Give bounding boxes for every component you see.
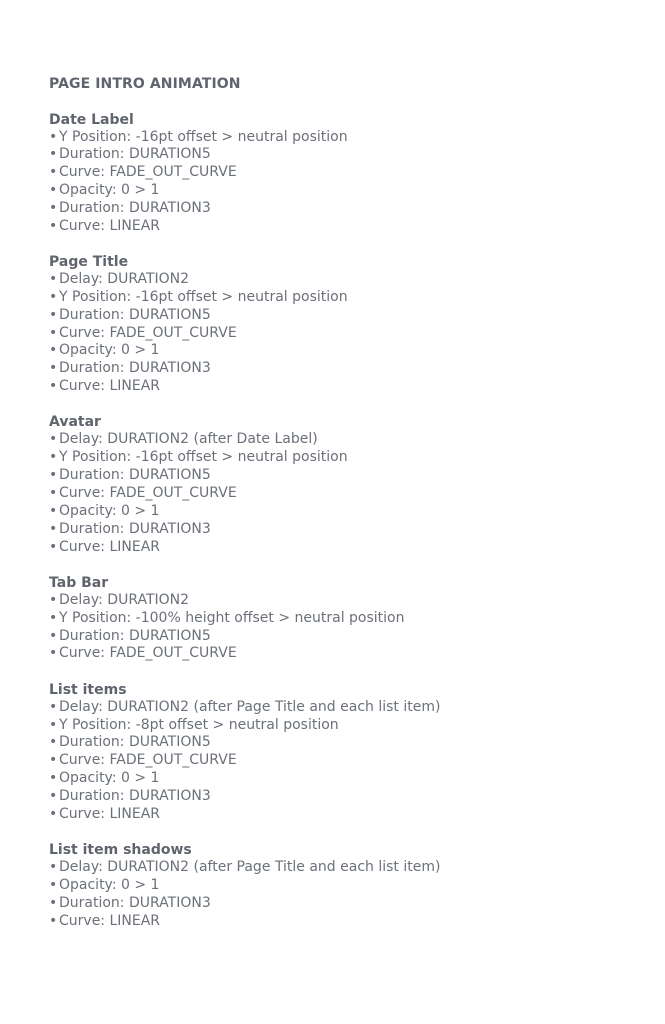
- bullet-item: • Curve: FADE_OUT_CURVE: [49, 325, 665, 343]
- section-heading: Avatar: [49, 414, 101, 431]
- bullet-item: • Curve: FADE_OUT_CURVE: [49, 752, 665, 770]
- bullet-item: • Opacity: 0 > 1: [49, 182, 665, 200]
- document-title: PAGE INTRO ANIMATION: [49, 76, 241, 92]
- section-heading: List items: [49, 681, 127, 698]
- spec-section-date-label: [49, 111, 665, 236]
- bullet-item: • Delay: DURATION2: [49, 271, 665, 289]
- bullet-item: • Delay: DURATION2: [49, 592, 665, 610]
- bullet-list: [49, 431, 665, 556]
- bullet-item: • Duration: DURATION5: [49, 628, 665, 646]
- bullet-item: • Duration: DURATION3: [49, 521, 665, 539]
- bullet-item: • Curve: LINEAR: [49, 539, 665, 557]
- bullet-item: • Curve: FADE_OUT_CURVE: [49, 645, 665, 663]
- spec-section-list-item-shadows: [49, 841, 665, 930]
- section-heading: Date Label: [49, 111, 134, 128]
- spec-sections: [49, 111, 665, 931]
- bullet-item: • Y Position: -16pt offset > neutral position: [49, 449, 665, 467]
- bullet-item: • Y Position: -100% height offset > neutral position: [49, 610, 665, 628]
- spec-section-avatar: [49, 413, 665, 556]
- bullet-item: • Opacity: 0 > 1: [49, 503, 665, 521]
- bullet-item: • Curve: LINEAR: [49, 806, 665, 824]
- bullet-item: • Delay: DURATION2 (after Date Label): [49, 431, 665, 449]
- bullet-item: • Curve: FADE_OUT_CURVE: [49, 485, 665, 503]
- bullet-item: • Delay: DURATION2 (after Page Title and each list item): [49, 859, 665, 877]
- section-heading: Tab Bar: [49, 574, 109, 591]
- bullet-item: • Duration: DURATION5: [49, 146, 665, 164]
- bullet-item: • Opacity: 0 > 1: [49, 342, 665, 360]
- bullet-item: • Y Position: -16pt offset > neutral position: [49, 289, 665, 307]
- bullet-list: [49, 699, 665, 824]
- bullet-list: [49, 592, 665, 663]
- bullet-item: • Opacity: 0 > 1: [49, 770, 665, 788]
- bullet-item: • Duration: DURATION5: [49, 467, 665, 485]
- bullet-item: • Y Position: -16pt offset > neutral position: [49, 129, 665, 147]
- section-heading: Page Title: [49, 254, 129, 271]
- bullet-list: [49, 859, 665, 930]
- bullet-item: • Delay: DURATION2 (after Page Title and each list item): [49, 699, 665, 717]
- spec-section-tab-bar: [49, 574, 665, 663]
- bullet-list: [49, 271, 665, 396]
- bullet-item: • Curve: LINEAR: [49, 378, 665, 396]
- bullet-item: • Curve: LINEAR: [49, 913, 665, 931]
- bullet-item: • Duration: DURATION5: [49, 307, 665, 325]
- bullet-item: • Duration: DURATION3: [49, 360, 665, 378]
- spec-section-list-items: [49, 681, 665, 824]
- bullet-item: • Duration: DURATION3: [49, 200, 665, 218]
- bullet-list: [49, 129, 665, 236]
- bullet-item: • Curve: LINEAR: [49, 218, 665, 236]
- bullet-item: • Opacity: 0 > 1: [49, 877, 665, 895]
- bullet-item: • Duration: DURATION5: [49, 734, 665, 752]
- bullet-item: • Duration: DURATION3: [49, 788, 665, 806]
- bullet-item: • Curve: FADE_OUT_CURVE: [49, 164, 665, 182]
- bullet-item: • Y Position: -8pt offset > neutral position: [49, 717, 665, 735]
- spec-section-page-title: [49, 253, 665, 396]
- bullet-item: • Duration: DURATION3: [49, 895, 665, 913]
- section-heading: List item shadows: [49, 842, 192, 859]
